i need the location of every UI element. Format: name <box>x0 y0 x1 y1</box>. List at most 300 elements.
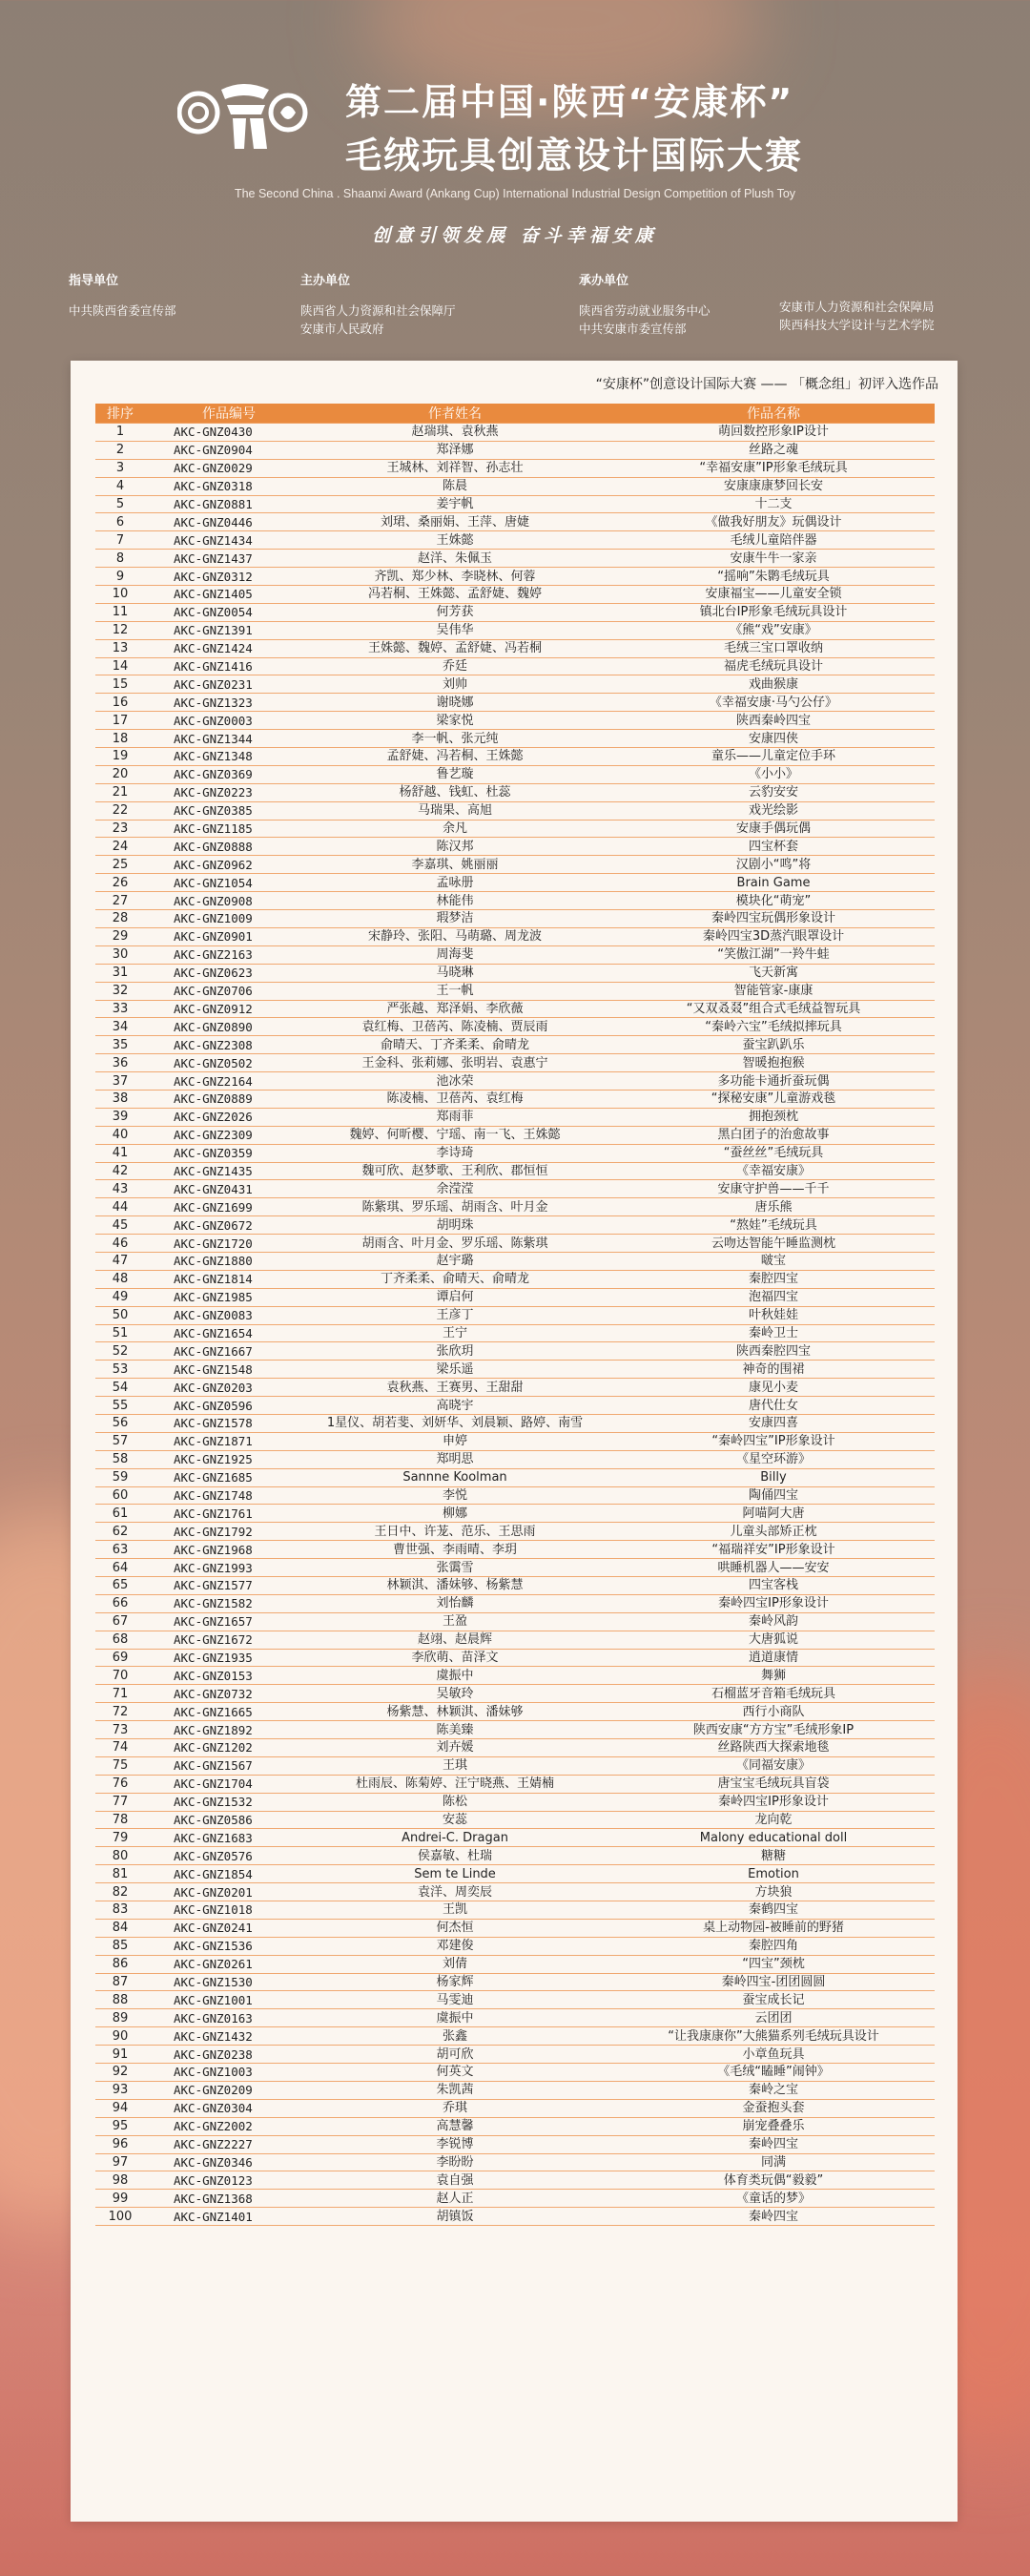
table-row <box>95 568 935 586</box>
cell-author: 郑泽娜 <box>298 441 612 459</box>
cell-code: AKC-GNZ1185 <box>145 820 298 838</box>
table-row <box>95 2046 935 2064</box>
cell-title: Billy <box>612 1468 935 1486</box>
cell-code: AKC-GNZ1548 <box>145 1361 298 1379</box>
cell-title: 秦岭四宝IP形象设计 <box>612 1594 935 1612</box>
table-row <box>95 2009 935 2027</box>
cell-author: 袁自强 <box>298 2171 612 2190</box>
cell-code: AKC-GNZ0385 <box>145 801 298 820</box>
cell-title: 镇北台IP形象毛绒玩具设计 <box>612 603 935 621</box>
table-row <box>95 1793 935 1811</box>
cell-code: AKC-GNZ0304 <box>145 2099 298 2117</box>
cell-author: 1星仪、胡若斐、刘妍华、刘晨颖、路婷、南雪 <box>298 1414 612 1432</box>
cell-title: “笑傲江湖”一羚牛蛙 <box>612 945 935 964</box>
cell-author: 何杰恒 <box>298 1919 612 1937</box>
cell-code: AKC-GNZ0912 <box>145 1000 298 1018</box>
cell-code: AKC-GNZ2002 <box>145 2117 298 2135</box>
organizer-name: 陕西科技大学设计与艺术学院 <box>779 318 935 332</box>
cell-title: “蚕丝丝”毛绒玩具 <box>612 1144 935 1162</box>
cell-code: AKC-GNZ1001 <box>145 1991 298 2009</box>
cell-author: 王琪 <box>298 1756 612 1775</box>
cell-code: AKC-GNZ0904 <box>145 441 298 459</box>
cell-title: “秦岭六宝”毛绒拟摔玩具 <box>612 1018 935 1036</box>
cell-code: AKC-GNZ1985 <box>145 1288 298 1306</box>
organizer-label: 主办单位 <box>300 274 351 288</box>
slogan: 创意引领发展 奋斗幸福安康 <box>372 225 658 246</box>
table-row <box>95 1379 935 1397</box>
cell-author: 梁乐遥 <box>298 1361 612 1379</box>
cell-code: AKC-GNZ0083 <box>145 1306 298 1324</box>
cell-title: 丝路陕西大探索地毯 <box>612 1739 935 1757</box>
table-row <box>95 1162 935 1180</box>
cell-code: AKC-GNZ1871 <box>145 1432 298 1450</box>
cell-rank: 53 <box>95 1361 145 1379</box>
cell-author: 乔廷 <box>298 657 612 675</box>
cell-code: AKC-GNZ0888 <box>145 838 298 856</box>
cell-title: 龙向乾 <box>612 1811 935 1829</box>
cell-title: “秦岭四宝”IP形象设计 <box>612 1432 935 1450</box>
table-row <box>95 2064 935 2082</box>
cell-rank: 2 <box>95 441 145 459</box>
cell-rank: 46 <box>95 1235 145 1253</box>
cell-title: 安康守护兽——千千 <box>612 1180 935 1198</box>
table-row <box>95 639 935 657</box>
cell-code: AKC-GNZ0502 <box>145 1054 298 1072</box>
cell-title: “幸福安康”IP形象毛绒玩具 <box>612 459 935 477</box>
cell-code: AKC-GNZ1704 <box>145 1775 298 1793</box>
cell-code: AKC-GNZ1672 <box>145 1631 298 1649</box>
cell-author: 余滢滢 <box>298 1180 612 1198</box>
table-row <box>95 1342 935 1361</box>
cell-rank: 27 <box>95 892 145 910</box>
cell-author: 吴伟华 <box>298 621 612 639</box>
cell-rank: 11 <box>95 603 145 621</box>
cell-title: 儿童头部矫正枕 <box>612 1523 935 1541</box>
table-row <box>95 1270 935 1288</box>
cell-rank: 15 <box>95 675 145 694</box>
cell-author: 刘怡麟 <box>298 1594 612 1612</box>
cell-title: 秦腔四宝 <box>612 1270 935 1288</box>
table-row <box>95 748 935 766</box>
cell-title: 康见小麦 <box>612 1379 935 1397</box>
cell-rank: 44 <box>95 1198 145 1216</box>
cell-code: AKC-GNZ1567 <box>145 1756 298 1775</box>
cell-rank: 38 <box>95 1090 145 1108</box>
cell-rank: 85 <box>95 1937 145 1955</box>
cell-code: AKC-GNZ0054 <box>145 603 298 621</box>
table-row <box>95 1955 935 1973</box>
cell-title: 石榴蓝牙音箱毛绒玩具 <box>612 1685 935 1703</box>
cell-code: AKC-GNZ1344 <box>145 730 298 748</box>
cell-code: AKC-GNZ1536 <box>145 1937 298 1955</box>
cell-code: AKC-GNZ1814 <box>145 1270 298 1288</box>
cell-code: AKC-GNZ0318 <box>145 477 298 495</box>
table-row <box>95 2117 935 2135</box>
cell-code: AKC-GNZ1968 <box>145 1541 298 1559</box>
cell-title: 十二支 <box>612 495 935 513</box>
cell-code: AKC-GNZ1654 <box>145 1324 298 1342</box>
cell-code: AKC-GNZ0346 <box>145 2153 298 2171</box>
cell-title: 《毛绒“瞌睡”闹钟》 <box>612 2064 935 2082</box>
cell-rank: 83 <box>95 1901 145 1920</box>
table-row <box>95 1397 935 1415</box>
cell-author: 严张越、郑泽娟、李欣薇 <box>298 1000 612 1018</box>
cell-title: 西行小商队 <box>612 1703 935 1721</box>
cell-code: AKC-GNZ1532 <box>145 1793 298 1811</box>
table-row <box>95 477 935 495</box>
cell-code: AKC-GNZ1699 <box>145 1198 298 1216</box>
cell-code: AKC-GNZ1935 <box>145 1649 298 1667</box>
cell-author: 安蕊 <box>298 1811 612 1829</box>
table-row <box>95 1288 935 1306</box>
cell-title: 秦岭四宝 <box>612 2135 935 2153</box>
cell-title: 阿喵阿大唐 <box>612 1505 935 1523</box>
cell-title: 哄睡机器人——安安 <box>612 1559 935 1577</box>
cell-code: AKC-GNZ0962 <box>145 856 298 874</box>
cell-code: AKC-GNZ1435 <box>145 1162 298 1180</box>
cell-code: AKC-GNZ1054 <box>145 874 298 892</box>
table-row <box>95 2153 935 2171</box>
table-row <box>95 1108 935 1126</box>
page-title-line2: 毛绒玩具创意设计国际大赛 <box>345 135 804 177</box>
cell-title: 秦腔四角 <box>612 1937 935 1955</box>
table-caption: “安康杯”创意设计国际大赛 —— 「概念组」初评入选作品 <box>595 377 938 392</box>
cell-title: 童乐——儿童定位手环 <box>612 748 935 766</box>
cell-code: AKC-GNZ0623 <box>145 964 298 982</box>
cell-author: 梁家悦 <box>298 712 612 730</box>
column-header-author: 作者姓名 <box>298 404 612 424</box>
cell-author: 陈凌楠、卫蓓芮、袁红梅 <box>298 1090 612 1108</box>
cell-author: 陈美臻 <box>298 1721 612 1739</box>
cell-author: 谭启何 <box>298 1288 612 1306</box>
cell-rank: 74 <box>95 1739 145 1757</box>
table-row <box>95 856 935 874</box>
cell-rank: 23 <box>95 820 145 838</box>
cell-rank: 20 <box>95 765 145 783</box>
table-row <box>95 1450 935 1468</box>
table-row <box>95 1721 935 1739</box>
cell-rank: 90 <box>95 2027 145 2046</box>
cell-author: 齐凯、郑少林、李晓林、何蓉 <box>298 568 612 586</box>
cell-author: 杨紫慧、林颖淇、潘妹够 <box>298 1703 612 1721</box>
cell-title: 安康牛牛一家亲 <box>612 550 935 568</box>
cell-rank: 61 <box>95 1505 145 1523</box>
cell-author: 陈紫琪、罗乐瑶、胡雨含、叶月金 <box>298 1198 612 1216</box>
cell-author: 虞振中 <box>298 1667 612 1685</box>
table-row <box>95 694 935 712</box>
cell-rank: 55 <box>95 1397 145 1415</box>
cell-title: “福瑞祥安”IP形象设计 <box>612 1541 935 1559</box>
table-row <box>95 2027 935 2046</box>
cell-rank: 4 <box>95 477 145 495</box>
table-row <box>95 441 935 459</box>
cell-author: 余凡 <box>298 820 612 838</box>
cell-rank: 1 <box>95 424 145 442</box>
cell-rank: 68 <box>95 1631 145 1649</box>
cell-author: 赵翊、赵晨辉 <box>298 1631 612 1649</box>
cell-title: 模块化“萌宠” <box>612 892 935 910</box>
cell-rank: 75 <box>95 1756 145 1775</box>
cell-title: 唐宝宝毛绒玩具盲袋 <box>612 1775 935 1793</box>
table-row <box>95 1090 935 1108</box>
cell-title: 秦岭卫士 <box>612 1324 935 1342</box>
cell-code: AKC-GNZ1880 <box>145 1252 298 1270</box>
cell-code: AKC-GNZ0003 <box>145 712 298 730</box>
cell-rank: 91 <box>95 2046 145 2064</box>
table-row <box>95 459 935 477</box>
cell-code: AKC-GNZ0672 <box>145 1216 298 1235</box>
cell-author: 高晓宇 <box>298 1397 612 1415</box>
cell-title: 《同福安康》 <box>612 1756 935 1775</box>
table-row <box>95 964 935 982</box>
cell-rank: 30 <box>95 945 145 964</box>
table-row <box>95 1612 935 1631</box>
cell-rank: 19 <box>95 748 145 766</box>
page-header <box>0 0 1030 372</box>
cell-rank: 47 <box>95 1252 145 1270</box>
cell-rank: 6 <box>95 513 145 531</box>
cell-author: 李锐博 <box>298 2135 612 2153</box>
cell-rank: 92 <box>95 2064 145 2082</box>
table-row <box>95 1198 935 1216</box>
cell-author: 魏婷、何昕樱、宁瑶、南一飞、王姝懿 <box>298 1126 612 1144</box>
organizer-block-undertake <box>579 270 711 338</box>
cell-title: “探秘安康”儿童游戏毯 <box>612 1090 935 1108</box>
cell-rank: 56 <box>95 1414 145 1432</box>
cell-code: AKC-GNZ0238 <box>145 2046 298 2064</box>
cell-code: AKC-GNZ0201 <box>145 1883 298 1901</box>
cell-title: 体育类玩偶“毅毅” <box>612 2171 935 2190</box>
cell-code: AKC-GNZ1530 <box>145 1973 298 1991</box>
cell-author: 杜雨辰、陈菊婷、汪宁晓燕、王婧楠 <box>298 1775 612 1793</box>
cell-title: 《小小》 <box>612 765 935 783</box>
table-row <box>95 1811 935 1829</box>
cell-author: 高慧馨 <box>298 2117 612 2135</box>
cell-rank: 88 <box>95 1991 145 2009</box>
cell-rank: 43 <box>95 1180 145 1198</box>
cell-title: 大唐狐说 <box>612 1631 935 1649</box>
cell-title: 陕西秦岭四宝 <box>612 712 935 730</box>
cell-rank: 12 <box>95 621 145 639</box>
cell-author: 赵洋、朱佩玉 <box>298 550 612 568</box>
table-row <box>95 2171 935 2190</box>
cell-rank: 42 <box>95 1162 145 1180</box>
cell-rank: 52 <box>95 1342 145 1361</box>
cell-code: AKC-GNZ2227 <box>145 2135 298 2153</box>
table-row <box>95 1306 935 1324</box>
cell-rank: 63 <box>95 1541 145 1559</box>
cell-title: 舞狮 <box>612 1667 935 1685</box>
cell-rank: 10 <box>95 586 145 604</box>
cell-author: 虞振中 <box>298 2009 612 2027</box>
table-row <box>95 1649 935 1667</box>
cell-author: 袁洋、周奕辰 <box>298 1883 612 1901</box>
cell-title: 《幸福安康》 <box>612 1162 935 1180</box>
ankang-cup-logo-icon <box>177 71 309 155</box>
cell-rank: 28 <box>95 910 145 928</box>
cell-title: “熬娃”毛绒玩具 <box>612 1216 935 1235</box>
organizer-name: 陕西省劳动就业服务中心 <box>579 303 711 318</box>
cell-rank: 35 <box>95 1036 145 1054</box>
cell-code: AKC-GNZ1683 <box>145 1829 298 1847</box>
table-row <box>95 1739 935 1757</box>
cell-author: 瑕梦洁 <box>298 910 612 928</box>
organizer-name: 中共安康市委宣传部 <box>579 322 687 336</box>
table-row <box>95 1937 935 1955</box>
table-row <box>95 1919 935 1937</box>
table-row <box>95 783 935 801</box>
cell-title: 秦岭之宝 <box>612 2081 935 2099</box>
cell-title: 拥抱颈枕 <box>612 1108 935 1126</box>
cell-rank: 79 <box>95 1829 145 1847</box>
page-title-line1: 第二届中国·陕西“安康杯” <box>345 81 794 123</box>
cell-code: AKC-GNZ0901 <box>145 927 298 945</box>
cell-title: 唐乐熊 <box>612 1198 935 1216</box>
cell-author: 郑明思 <box>298 1450 612 1468</box>
cell-rank: 59 <box>95 1468 145 1486</box>
cell-author: 谢晓娜 <box>298 694 612 712</box>
cell-code: AKC-GNZ0732 <box>145 1685 298 1703</box>
cell-code: AKC-GNZ1667 <box>145 1342 298 1361</box>
cell-rank: 36 <box>95 1054 145 1072</box>
organizer-name: 中共陕西省委宣传部 <box>69 303 176 318</box>
cell-rank: 86 <box>95 1955 145 1973</box>
cell-title: 陕西安康“方方宝”毛绒形象IP <box>612 1721 935 1739</box>
cell-author: 柳娜 <box>298 1505 612 1523</box>
cell-code: AKC-GNZ2163 <box>145 945 298 964</box>
cell-author: 申婷 <box>298 1432 612 1450</box>
cell-rank: 21 <box>95 783 145 801</box>
table-row <box>95 2135 935 2153</box>
cell-author: 乔琪 <box>298 2099 612 2117</box>
cell-rank: 97 <box>95 2153 145 2171</box>
cell-author: 杨家辉 <box>298 1973 612 1991</box>
cell-code: AKC-GNZ1685 <box>145 1468 298 1486</box>
organizer-label: 承办单位 <box>579 274 629 288</box>
table-row <box>95 2099 935 2117</box>
cell-code: AKC-GNZ1577 <box>145 1577 298 1595</box>
cell-code: AKC-GNZ0153 <box>145 1667 298 1685</box>
cell-author: 袁红梅、卫蓓芮、陈凌楠、贾辰雨 <box>298 1018 612 1036</box>
cell-code: AKC-GNZ0586 <box>145 1811 298 1829</box>
cell-rank: 49 <box>95 1288 145 1306</box>
cell-title: 黑白团子的治愈故事 <box>612 1126 935 1144</box>
cell-author: 池冰荣 <box>298 1072 612 1091</box>
organizer-name: 安康市人民政府 <box>300 322 384 336</box>
cell-code: AKC-GNZ1761 <box>145 1505 298 1523</box>
cell-title: 秦鹤四宝 <box>612 1901 935 1920</box>
cell-rank: 100 <box>95 2208 145 2226</box>
cell-rank: 65 <box>95 1577 145 1595</box>
cell-code: AKC-GNZ1578 <box>145 1414 298 1432</box>
table-row <box>95 927 935 945</box>
cell-title: 秦岭四宝IP形象设计 <box>612 1793 935 1811</box>
cell-code: AKC-GNZ1424 <box>145 639 298 657</box>
table-row <box>95 1756 935 1775</box>
cell-rank: 77 <box>95 1793 145 1811</box>
cell-rank: 39 <box>95 1108 145 1126</box>
cell-code: AKC-GNZ1582 <box>145 1594 298 1612</box>
cell-rank: 8 <box>95 550 145 568</box>
cell-rank: 31 <box>95 964 145 982</box>
cell-rank: 84 <box>95 1919 145 1937</box>
cell-rank: 7 <box>95 531 145 550</box>
results-table <box>95 404 935 2226</box>
cell-title: 安康康康梦回长安 <box>612 477 935 495</box>
cell-author: 马瑞果、高旭 <box>298 801 612 820</box>
table-row <box>95 1414 935 1432</box>
cell-code: AKC-GNZ0576 <box>145 1847 298 1865</box>
cell-code: AKC-GNZ1003 <box>145 2064 298 2082</box>
table-row <box>95 1973 935 1991</box>
cell-author: Andrei-C. Dragan <box>298 1829 612 1847</box>
cell-author: 刘珺、桑丽娟、王萍、唐婕 <box>298 513 612 531</box>
cell-author: 郑雨菲 <box>298 1108 612 1126</box>
cell-title: 云豹安安 <box>612 783 935 801</box>
cell-title: 啵宝 <box>612 1252 935 1270</box>
cell-title: 《做我好朋友》玩偶设计 <box>612 513 935 531</box>
cell-author: 俞晴天、丁齐柔柔、俞晴龙 <box>298 1036 612 1054</box>
cell-author: 胡明珠 <box>298 1216 612 1235</box>
cell-code: AKC-GNZ0312 <box>145 568 298 586</box>
cell-code: AKC-GNZ0223 <box>145 783 298 801</box>
cell-rank: 40 <box>95 1126 145 1144</box>
table-row <box>95 1216 935 1235</box>
table-row <box>95 2190 935 2208</box>
table-row <box>95 838 935 856</box>
cell-title: 智能管家-康康 <box>612 982 935 1000</box>
cell-code: AKC-GNZ1854 <box>145 1865 298 1883</box>
cell-title: Emotion <box>612 1865 935 1883</box>
cell-title: 唐代仕女 <box>612 1397 935 1415</box>
cell-rank: 5 <box>95 495 145 513</box>
cell-author: 杨舒越、钱虹、杜蕊 <box>298 783 612 801</box>
cell-title: 汉剧小“鸣”将 <box>612 856 935 874</box>
cell-title: “摇响”朱鹮毛绒玩具 <box>612 568 935 586</box>
cell-title: 安康手偶玩偶 <box>612 820 935 838</box>
cell-title: 同满 <box>612 2153 935 2171</box>
organizer-label: 指导单位 <box>69 274 119 288</box>
cell-author: 何英文 <box>298 2064 612 2082</box>
table-row <box>95 1883 935 1901</box>
cell-author: 赵瑞琪、袁秋燕 <box>298 424 612 442</box>
cell-code: AKC-GNZ1416 <box>145 657 298 675</box>
cell-author: 李欣萌、苗泽文 <box>298 1649 612 1667</box>
cell-rank: 89 <box>95 2009 145 2027</box>
cell-author: 王彦丁 <box>298 1306 612 1324</box>
cell-title: 《幸福安康·马勺公仔》 <box>612 694 935 712</box>
cell-author: 周海斐 <box>298 945 612 964</box>
cell-title: 秦岭四宝3D蒸汽眼罩设计 <box>612 927 935 945</box>
cell-author: 张欣玥 <box>298 1342 612 1361</box>
cell-code: AKC-GNZ0123 <box>145 2171 298 2190</box>
cell-title: 智暖抱抱猴 <box>612 1054 935 1072</box>
table-row <box>95 1486 935 1505</box>
cell-author: 林能伟 <box>298 892 612 910</box>
organizer-block-guide <box>69 270 176 320</box>
cell-code: AKC-GNZ1993 <box>145 1559 298 1577</box>
cell-title: 四宝客栈 <box>612 1577 935 1595</box>
cell-title: 崩宠叠叠乐 <box>612 2117 935 2135</box>
cell-title: 秦岭四宝玩偶形象设计 <box>612 910 935 928</box>
table-row <box>95 1594 935 1612</box>
table-row <box>95 1631 935 1649</box>
cell-code: AKC-GNZ2026 <box>145 1108 298 1126</box>
cell-code: AKC-GNZ1018 <box>145 1901 298 1920</box>
cell-rank: 26 <box>95 874 145 892</box>
table-row <box>95 1126 935 1144</box>
cell-code: AKC-GNZ0706 <box>145 982 298 1000</box>
